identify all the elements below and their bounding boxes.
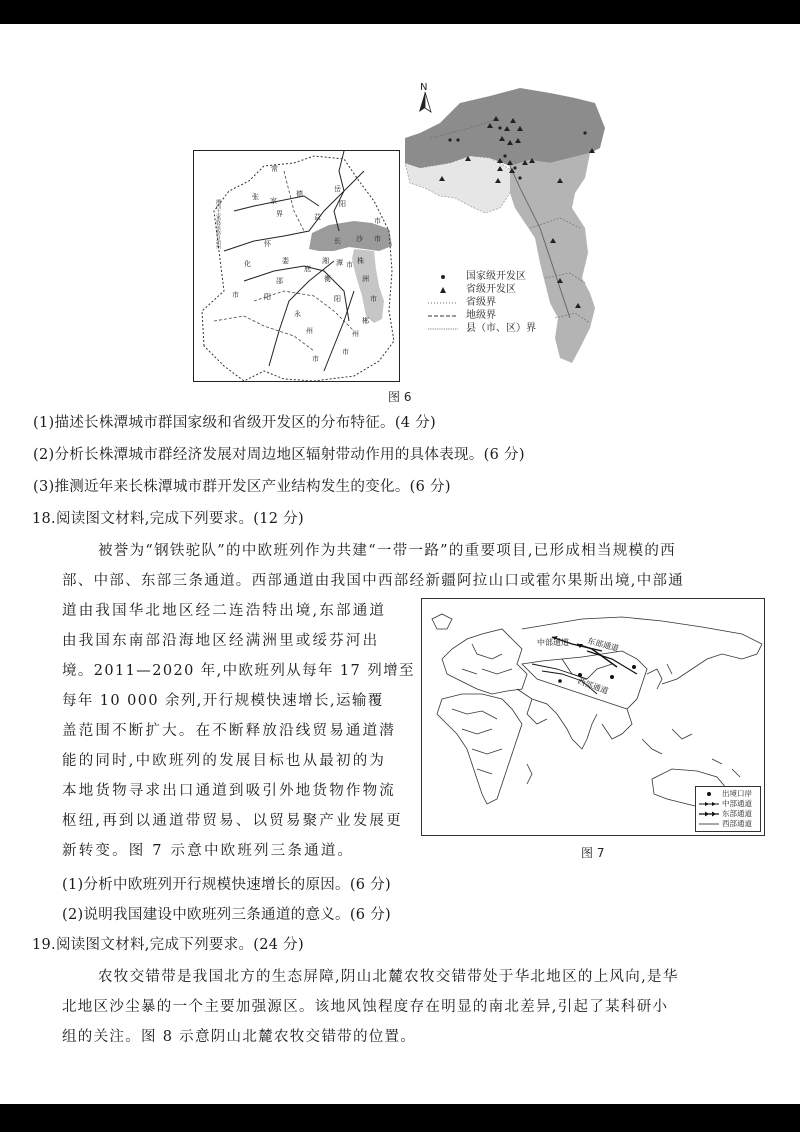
svg-text:市: 市	[370, 295, 377, 303]
bottom-black-bar	[0, 1104, 800, 1132]
legend-label: 西部通道	[722, 819, 752, 828]
dotted-line-icon	[428, 301, 458, 305]
svg-text:娄: 娄	[282, 257, 289, 265]
legend-label: 县（市、区）界	[466, 323, 536, 334]
svg-text:张: 张	[252, 193, 259, 201]
svg-text:界: 界	[276, 210, 283, 218]
svg-text:湘西土家族苗族自治州: 湘西土家族苗族自治州	[215, 199, 221, 249]
svg-text:州: 州	[306, 327, 313, 335]
q18-paragraph-line-10: 枢纽,再到以通道带贸易、以贸易聚产业发展更	[62, 813, 403, 829]
arrow-line-bold-icon	[699, 811, 719, 817]
hunan-outline-map	[194, 151, 400, 382]
svg-text:化: 化	[244, 260, 251, 268]
svg-text:市: 市	[346, 261, 353, 269]
thin-line-icon	[699, 821, 719, 827]
svg-text:邵: 邵	[276, 277, 283, 285]
q17-subquestion-3: (3)推测近年来长株潭城市群开发区产业结构发生的变化。(6 分)	[33, 479, 451, 495]
q18-paragraph-line-3: 道由我国华北地区经二连浩特出境,东部通道	[62, 603, 387, 619]
legend-label: 地级界	[466, 310, 496, 321]
q18-paragraph-line-1: 被誉为“钢铁驼队”的中欧班列作为共建“一带一路”的重要项目,已形成相当规模的西	[98, 543, 676, 559]
svg-text:常: 常	[271, 165, 278, 173]
svg-text:湘: 湘	[322, 257, 329, 265]
arrow-line-icon	[699, 801, 719, 807]
q18-paragraph-line-4: 由我国东南部沿海地区经满洲里或绥芬河出	[62, 633, 380, 649]
legend-item-border-port	[699, 789, 757, 799]
svg-text:衡: 衡	[324, 275, 331, 283]
legend-item-east-route	[699, 809, 757, 819]
legend-label: 出境口岸	[722, 789, 752, 798]
svg-text:阳: 阳	[334, 295, 341, 303]
svg-text:市: 市	[374, 235, 381, 243]
fine-dotted-line-icon	[428, 327, 458, 331]
q18-paragraph-line-7: 盖范围不断扩大。在不断释放沿线贸易通道潜	[62, 723, 396, 739]
dot-icon	[699, 791, 719, 797]
q18-paragraph-line-8: 能的同时,中欧班列的发展目标也从最初的为	[62, 753, 387, 769]
svg-text:潭: 潭	[336, 259, 343, 267]
svg-text:沙: 沙	[356, 235, 363, 243]
svg-text:长: 长	[334, 237, 341, 245]
top-black-bar	[0, 0, 800, 24]
figure7-caption: 图 7	[581, 846, 605, 860]
triangle-icon	[428, 286, 458, 294]
legend-item-national	[428, 270, 536, 283]
q18-paragraph-line-6: 每年 10 000 余列,开行规模快速增长,运输覆	[62, 693, 384, 709]
legend-label: 东部通道	[722, 809, 752, 818]
figure6-locator-map	[193, 150, 400, 382]
q18-paragraph-line-2: 部、中部、东部三条通道。西部通道由我国中西部经新疆阿拉山口或霍尔果斯出境,中部通	[62, 573, 685, 589]
svg-text:株: 株	[357, 257, 364, 265]
svg-text:底: 底	[304, 265, 311, 273]
dashed-line-icon	[428, 314, 458, 318]
legend-label: 省级开发区	[466, 284, 516, 295]
legend-item-west-route	[699, 819, 757, 829]
dot-icon	[428, 273, 458, 281]
svg-text:家: 家	[270, 197, 277, 205]
legend-item-provincial	[428, 283, 536, 296]
q18-subquestion-1: (1)分析中欧班列开行规模快速增长的原因。(6 分)	[62, 877, 391, 893]
legend-label: 省级界	[466, 297, 496, 308]
q18-paragraph-line-11: 新转变。图 7 示意中欧班列三条通道。	[62, 843, 355, 859]
svg-text:阳: 阳	[339, 200, 346, 208]
legend-item-prefecture-border	[428, 309, 536, 322]
svg-text:岳: 岳	[334, 185, 341, 193]
figure7-legend	[695, 786, 761, 832]
legend-item-province-border	[428, 296, 536, 309]
figure7-china-europe-railway-map	[421, 598, 765, 836]
legend-item-central-route	[699, 799, 757, 809]
svg-text:市: 市	[342, 348, 349, 356]
legend-label: 国家级开发区	[466, 271, 526, 282]
west-route-label: 西部通道	[576, 676, 610, 696]
figure6-caption: 图 6	[388, 390, 412, 404]
svg-text:郴: 郴	[362, 317, 369, 325]
q18-paragraph-line-5: 境。2011—2020 年,中欧班列从每年 17 列增至	[62, 663, 415, 679]
q17-subquestion-2: (2)分析长株潭城市群经济发展对周边地区辐射带动作用的具体表现。(6 分)	[33, 447, 525, 463]
svg-text:市: 市	[232, 291, 239, 299]
q17-subquestion-1: (1)描述长株潭城市群国家级和省级开发区的分布特征。(4 分)	[33, 415, 436, 431]
q19-heading: 19.阅读图文材料,完成下列要求。(24 分)	[32, 937, 304, 953]
legend-item-county-border	[428, 322, 536, 335]
east-route-label: 东部通道	[586, 636, 620, 654]
q19-paragraph-line-1: 农牧交错带是我国北方的生态屏障,阴山北麓农牧交错带处于华北地区的上风向,是华	[98, 969, 679, 985]
svg-text:市: 市	[312, 355, 319, 363]
q18-paragraph-line-9: 本地货物寻求出口通道到吸引外地货物作物流	[62, 783, 396, 799]
q19-paragraph-line-2: 北地区沙尘暴的一个主要加强源区。该地风蚀程度存在明显的南北差异,引起了某科研小	[62, 999, 669, 1015]
q18-subquestion-2: (2)说明我国建设中欧班列三条通道的意义。(6 分)	[62, 907, 391, 923]
svg-text:市: 市	[374, 217, 381, 225]
svg-text:德: 德	[296, 190, 303, 198]
svg-text:怀: 怀	[264, 240, 271, 248]
legend-label: 中部通道	[722, 799, 752, 808]
svg-text:益: 益	[314, 213, 321, 221]
svg-text:永: 永	[294, 310, 301, 318]
svg-text:阳: 阳	[264, 293, 271, 301]
north-arrow-icon	[419, 82, 431, 112]
central-route-label: 中部通道	[537, 638, 569, 647]
q19-paragraph-line-3: 组的关注。图 8 示意阴山北麓农牧交错带的位置。	[62, 1029, 417, 1045]
figure6-legend	[428, 270, 536, 335]
svg-text:N: N	[420, 82, 428, 93]
q18-heading: 18.阅读图文材料,完成下列要求。(12 分)	[32, 511, 304, 527]
svg-text:洲: 洲	[362, 275, 369, 283]
svg-text:州: 州	[352, 330, 359, 338]
